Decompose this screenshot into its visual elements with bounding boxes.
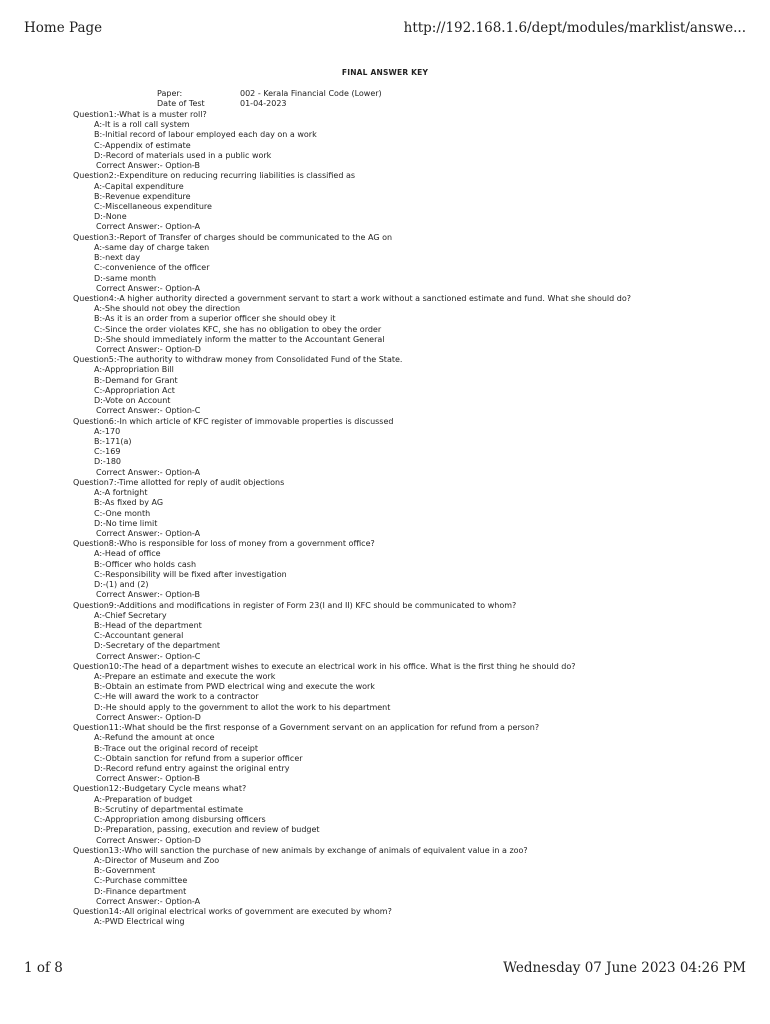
question-block xyxy=(73,662,753,723)
answer-option: D:-180 xyxy=(94,457,122,467)
header-url: http://192.168.1.6/dept/modules/marklist/answe... xyxy=(403,20,746,36)
answer-option: B:-Demand for Grant xyxy=(94,375,178,385)
answer-option: B:-As fixed by AG xyxy=(94,498,164,508)
answer-option: A:-170 xyxy=(94,426,121,436)
answer-option: B:-Trace out the original record of receipt xyxy=(94,743,259,753)
answer-option: B:-171(a) xyxy=(94,437,132,446)
question-block xyxy=(73,539,753,600)
answer-option: C:-Since the order violates KFC, she has no obligation to obey the order xyxy=(94,324,382,334)
page-counter: 1 of 8 xyxy=(24,960,63,976)
answer-option: C:-Responsibility will be fixed after investigation xyxy=(94,569,287,579)
answer-option: B:-next day xyxy=(94,253,141,263)
answer-option: D:-No time limit xyxy=(94,518,158,528)
question-block xyxy=(73,723,753,784)
question-text: Question6:-In which article of KFC register of immovable properties is discussed xyxy=(73,416,394,426)
answer-option: B:-Initial record of labour employed each day on a work xyxy=(94,130,317,140)
paper-value: 002 - Kerala Financial Code (Lower) xyxy=(240,89,382,98)
correct-answer: Correct Answer:- Option-C xyxy=(96,406,201,416)
print-timestamp: Wednesday 07 June 2023 04:26 PM xyxy=(503,960,746,976)
answer-option: A:-Capital expenditure xyxy=(94,181,184,191)
document-title: FINAL ANSWER KEY xyxy=(341,68,429,77)
answer-option: C:-Accountant general xyxy=(94,631,184,641)
answer-option: A:-Head of office xyxy=(94,549,161,559)
answer-option: D:-(1) and (2) xyxy=(94,580,149,590)
answer-option: B:-As it is an order from a superior officer she should obey it xyxy=(94,314,336,324)
question-text: Question4:-A higher authority directed a government servant to start a work without a sanctioned estimate and fund. What she should do? xyxy=(73,293,631,303)
question-text: Question10:-The head of a department wishes to execute an electrical work in his office. What is the first thing he should do? xyxy=(73,661,576,671)
answer-option: D:-Finance department xyxy=(94,886,187,896)
correct-answer: Correct Answer:- Option-A xyxy=(96,222,201,232)
question-block xyxy=(73,846,753,907)
question-block xyxy=(73,294,753,355)
question-block xyxy=(73,171,753,232)
answer-option: C:-Appropriation Act xyxy=(94,385,175,395)
answer-option: C:-169 xyxy=(94,447,121,457)
question-text: Question8:-Who is responsible for loss of money from a government office? xyxy=(73,539,375,549)
answer-option: B:-Government xyxy=(94,866,156,876)
question-block xyxy=(73,355,753,416)
correct-answer: Correct Answer:- Option-D xyxy=(96,345,201,355)
answer-option: B:-Revenue expenditure xyxy=(94,191,191,201)
answer-option: C:-convenience of the officer xyxy=(94,263,210,273)
date-value: 01-04-2023 xyxy=(240,99,287,108)
correct-answer: Correct Answer:- Option-B xyxy=(96,590,200,600)
answer-option: C:-Miscellaneous expenditure xyxy=(94,201,212,211)
answer-option: A:-A fortnight xyxy=(94,488,148,498)
answer-option: D:-Record of materials used in a public work xyxy=(94,150,272,160)
correct-answer: Correct Answer:- Option-A xyxy=(96,896,201,906)
question-block xyxy=(73,478,753,539)
correct-answer: Correct Answer:- Option-D xyxy=(96,712,201,722)
answer-option: B:-Officer who holds cash xyxy=(94,559,197,569)
answer-option: A:-PWD Electrical wing xyxy=(94,917,185,927)
question-text: Question11:-What should be the first response of a Government servant on an application for refund from a person? xyxy=(73,723,540,733)
date-row xyxy=(157,99,287,108)
answer-option: A:-Appropriation Bill xyxy=(94,365,174,375)
answer-option: A:-Preparation of budget xyxy=(94,794,193,804)
paper-label: Paper: xyxy=(157,89,183,98)
answer-option: A:-same day of charge taken xyxy=(94,242,210,252)
question-block xyxy=(73,784,753,845)
answer-option: D:-Secretary of the department xyxy=(94,641,221,651)
answer-option: A:-She should not obey the direction xyxy=(94,304,241,314)
answer-option: D:-He should apply to the government to allot the work to his department xyxy=(94,702,391,712)
answer-option: C:-Purchase committee xyxy=(94,876,188,886)
question-block xyxy=(73,601,753,662)
answer-option: C:-Appendix of estimate xyxy=(94,140,191,150)
question-block xyxy=(73,110,753,171)
answer-option: C:-Appropriation among disbursing officers xyxy=(94,815,266,825)
answer-option: A:-Prepare an estimate and execute the work xyxy=(94,672,276,682)
question-text: Question2:-Expenditure on reducing recurring liabilities is classified as xyxy=(73,171,356,181)
question-text: Question5:-The authority to withdraw money from Consolidated Fund of the State. xyxy=(73,355,403,365)
question-block xyxy=(73,233,753,294)
answer-option: C:-One month xyxy=(94,508,151,518)
header-home-page: Home Page xyxy=(24,20,103,36)
question-text: Question3:-Report of Transfer of charges should be communicated to the AG on xyxy=(73,232,393,242)
answer-option: B:-Head of the department xyxy=(94,620,202,630)
date-label: Date of Test xyxy=(157,99,205,108)
answer-option: B:-Scrutiny of departmental estimate xyxy=(94,804,244,814)
question-text: Question14:-All original electrical works of government are executed by whom? xyxy=(73,907,392,917)
answer-option: D:-Vote on Account xyxy=(94,396,171,406)
answer-option: B:-Obtain an estimate from PWD electrical wing and execute the work xyxy=(94,682,375,692)
question-list xyxy=(73,110,753,928)
correct-answer: Correct Answer:- Option-A xyxy=(96,283,201,293)
correct-answer: Correct Answer:- Option-C xyxy=(96,651,201,661)
question-block xyxy=(73,417,753,478)
answer-option: C:-Obtain sanction for refund from a superior officer xyxy=(94,753,303,763)
correct-answer: Correct Answer:- Option-B xyxy=(96,774,200,784)
question-text: Question7:-Time allotted for reply of audit objections xyxy=(73,477,285,487)
answer-option: D:-Record refund entry against the original entry xyxy=(94,764,290,773)
answer-option: A:-Director of Museum and Zoo xyxy=(94,855,220,865)
paper-row xyxy=(157,89,382,98)
answer-option: A:-It is a roll call system xyxy=(94,120,190,130)
correct-answer: Correct Answer:- Option-A xyxy=(96,467,201,477)
question-block xyxy=(73,907,753,927)
question-text: Question1:-What is a muster roll? xyxy=(73,110,207,119)
answer-option: D:-She should immediately inform the matter to the Accountant General xyxy=(94,334,385,344)
question-text: Question9:-Additions and modifications in register of Form 23(I and II) KFC should be communicated to whom? xyxy=(73,600,517,610)
answer-option: C:-He will award the work to a contractor xyxy=(94,692,259,702)
question-text: Question12:-Budgetary Cycle means what? xyxy=(73,784,247,794)
correct-answer: Correct Answer:- Option-B xyxy=(96,161,200,171)
answer-option: D:-None xyxy=(94,212,127,222)
correct-answer: Correct Answer:- Option-D xyxy=(96,835,201,845)
correct-answer: Correct Answer:- Option-A xyxy=(96,528,201,538)
answer-option: D:-Preparation, passing, execution and review of budget xyxy=(94,825,320,835)
answer-option: D:-same month xyxy=(94,273,157,283)
question-text: Question13:-Who will sanction the purchase of new animals by exchange of animals of equivalent value in a zoo? xyxy=(73,845,528,855)
answer-option: A:-Refund the amount at once xyxy=(94,733,215,743)
answer-option: A:-Chief Secretary xyxy=(94,610,167,620)
